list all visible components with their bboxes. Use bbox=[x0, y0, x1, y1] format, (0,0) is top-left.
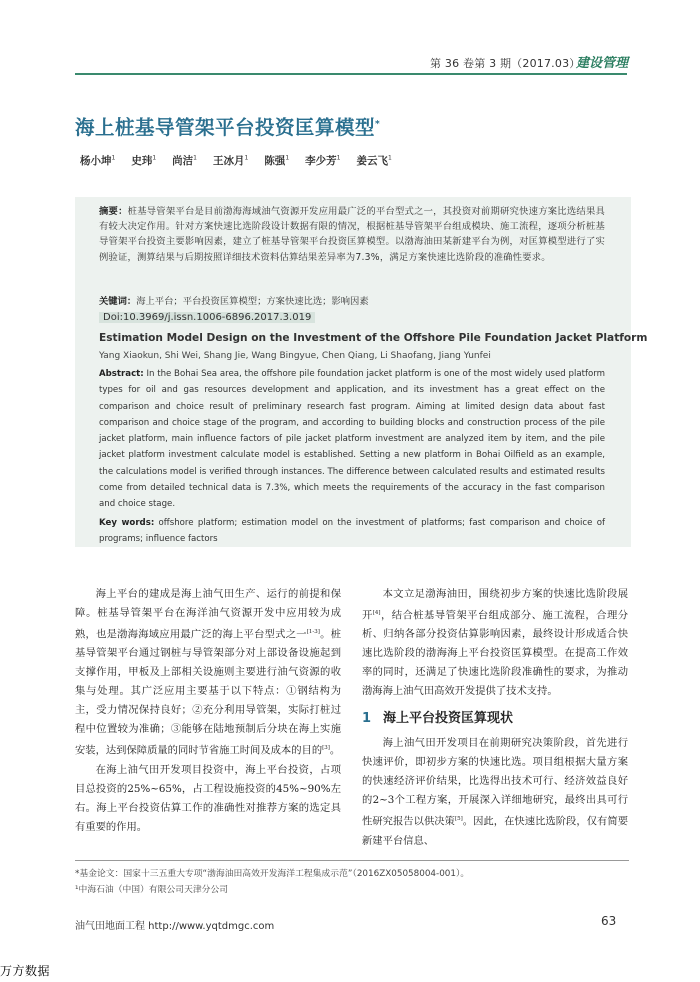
header-rule bbox=[75, 73, 627, 75]
paragraph: 海上油气田开发项目在前期研究决策阶段，首先进行快速评价，即初步方案的快速比选。项目组根据大量方案的快速经济评价结果，比选得出技术可行、经济效益良好的2~3个工程方案，开展深入详细地研究，最终出具可行性研究报告以供决策[5]。因此，在快速比选阶段，仅有简要新建平台信息、 bbox=[362, 737, 628, 847]
english-authors: Yang Xiaokun, Shi Wei, Shang Jie, Wang Bingyue, Chen Qiang, Li Shaofang, Jiang Yunfei bbox=[99, 351, 491, 361]
english-keywords: Key words: offshore platform; estimation model on the investment of platforms; fast comparison and choice of programs; influence factors bbox=[99, 518, 605, 545]
author: 姜云飞$^1$ bbox=[356, 154, 392, 167]
author: 陈强$^1$ bbox=[264, 154, 290, 167]
paragraph: 在海上油气田开发项目投资中，海上平台投资，占项目总投资的25%~65%，占工程设施投资的45%~90%左右。海上平台投资估算工作的准确性对推荐方案的选定具有重要的作用。 bbox=[75, 763, 341, 833]
author-list bbox=[80, 153, 408, 168]
chinese-abstract: 摘要：桩基导管架平台是目前渤海海域油气资源开发应用最广泛的平台型式之一，其投资对前期研究快速方案比选结果具有较大决定作用。针对方案快速比选阶段设计数据有限的情况，根据桩基导管架平台组成模块、施工流程，逐项分析桩基导管架平台投资主要影响因素，建立了桩基导管架平台投资匡算模型。以渤海油田某新建平台为例，对匡算模型进行了实例验证，测算结果与后期按照详细技术资料估算结果差异率为7.3%，满足方案快速比选阶段的准确性要求。 bbox=[99, 206, 605, 263]
header-issue: 第 36 卷第 3 期（2017.03） bbox=[430, 57, 581, 70]
page-number: 63 bbox=[601, 914, 617, 928]
chinese-keywords: 关键词：海上平台；平台投资匡算模型；方案快速比选；影响因素 bbox=[99, 296, 369, 307]
footnote-rule bbox=[75, 860, 629, 861]
watermark: 万方数据 bbox=[0, 964, 51, 978]
header-brand: 建设管理 bbox=[576, 56, 629, 71]
body-column-left bbox=[75, 585, 341, 837]
article-title: 海上桩基导管架平台投资匡算模型* bbox=[75, 116, 381, 139]
footnote-affiliation: ¹中海石油（中国）有限公司天津分公司 bbox=[75, 885, 229, 895]
body-column-right bbox=[362, 585, 628, 851]
footnote-fund: *基金论文：国家十三五重大专项“渤海油田高效开发海洋工程集成示范”（2016ZX05058004-001）。 bbox=[75, 869, 470, 879]
author: 李少芳$^1$ bbox=[305, 154, 341, 167]
paragraph: 海上平台的建成是海上油气田生产、运行的前提和保障。桩基导管架平台在海洋油气资源开发中应用较为成熟，也是渤海海域应用最广泛的海上平台型式之一[1-3]。桩基导管架平台通过钢桩与导管架部分对上部设备设施起到支撑作用，甲板及上部相关设施则主要进行油气资源的收集与处理。其广泛应用主要基于以下特点：①钢结构为主，受力情况保持良好；②充分利用导管架，实际打桩过程中位置较为准确；③能够在陆地预制后分块在海上实施安装，达到保障质量的同时节省施工时间及成本的目的[3]。 bbox=[75, 588, 342, 757]
author: 杨小坤$^1$ bbox=[80, 154, 116, 167]
author: 王冰月$^1$ bbox=[212, 154, 249, 167]
english-title: Estimation Model Design on the Investment of the Offshore Pile Foundation Jacket Platform bbox=[99, 332, 648, 344]
paragraph: 本文立足渤海油田，围绕初步方案的快速比选阶段展开[4]，结合桩基导管架平台组成部分、施工流程，合理分析、归纳各部分投资估算影响因素，最终设计形成适合快速比选阶段的渤海海上平台投资匡算模型。在提高工作效率的同时，还满足了快速比选阶段准确性的要求，为推动渤海海上油气田高效开发提供了技术支持。 bbox=[362, 588, 629, 698]
author: 史玮$^1$ bbox=[131, 154, 157, 167]
english-abstract: Abstract: In the Bohai Sea area, the offshore pile foundation jacket platform is one of the most widely used platform types for oil and gas resources development and application, and its investment has a great effect on the comparison and choice result of preliminary research fast program. Aiming at limited design data about fast comparison and choice stage of the program, and according to building blocks and construction process of the pile jacket platform, main influence factors of pile jacket platform investment are analyzed item by item, and the pile jacket platform investment calculate model is established. Setting a new platform in Bohai Oilfield as an example, the calculations model is verified through instances. The difference between calculated results and estimated results come from detailed technical data is 7.3%, which meets the requirements of the accuracy in the fast comparison and choice stage. bbox=[99, 369, 606, 510]
doi: Doi:10.3969/j.issn.1006-6896.2017.3.019 bbox=[99, 312, 315, 323]
footer-journal: 油气田地面工程 http://www.yqtdmgc.com bbox=[75, 921, 275, 932]
section-heading: 1 海上平台投资匡算现状 bbox=[362, 711, 514, 727]
author: 尚洁$^1$ bbox=[172, 154, 197, 167]
